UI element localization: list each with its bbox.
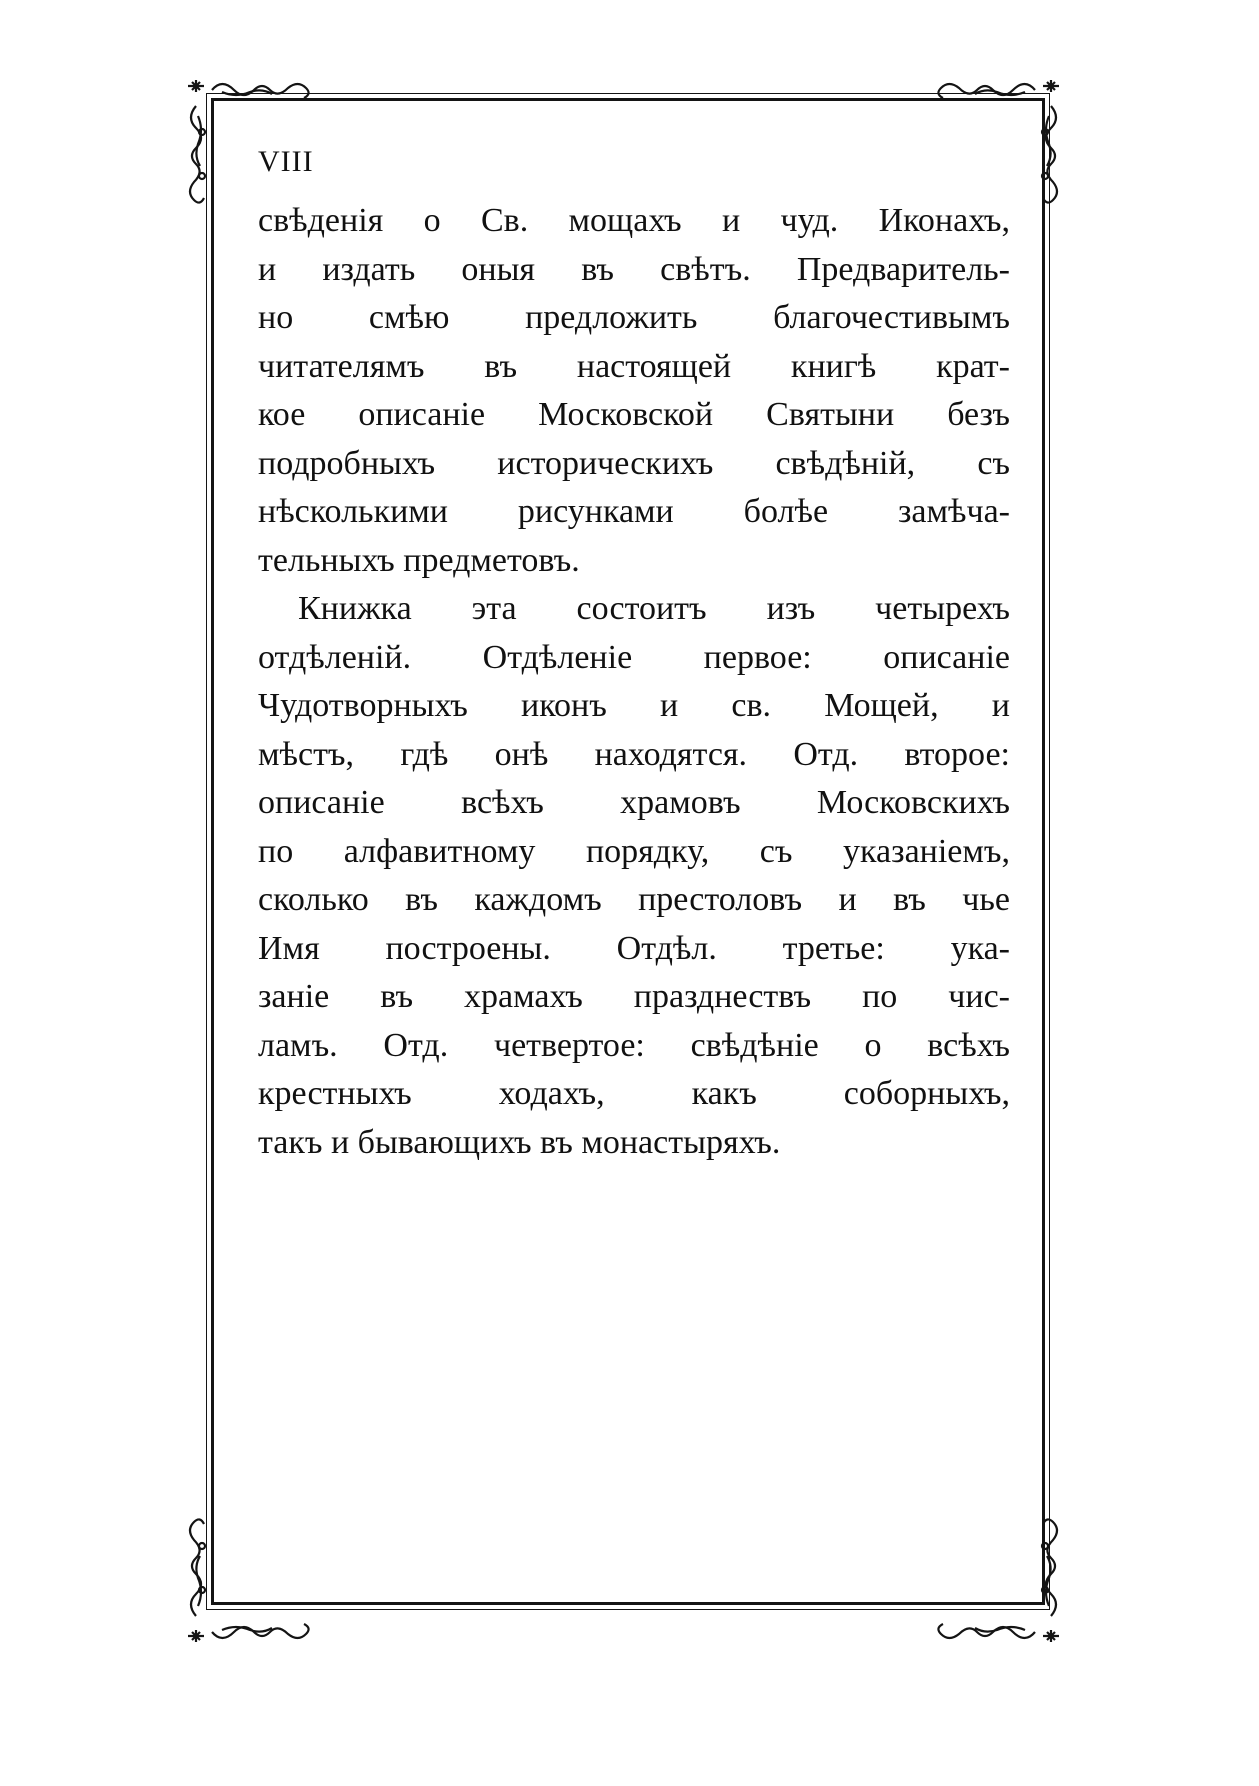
text-line: Чудотворныхъ иконъ и св. Мощей, и	[258, 687, 1010, 724]
page-number: VIII	[258, 145, 314, 178]
text-line: Книжка эта состоитъ изъ четырехъ	[298, 590, 1010, 627]
text-line: тельныхъ предметовъ.	[258, 541, 580, 579]
text-line: сколько въ каждомъ престоловъ и въ чье	[258, 881, 1010, 918]
text-line: читателямъ въ настоящей книгѣ крат-	[258, 347, 1010, 385]
text-line: отдѣленій. Отдѣленіе первое: описаніе	[258, 638, 1010, 676]
text-line: заніе въ храмахъ празднествъ по чис-	[258, 978, 1010, 1015]
text-line: но смѣю предложить благочестивымъ	[258, 299, 1010, 336]
paragraph-1	[258, 197, 1010, 585]
text-line: такъ и бывающихъ въ монастыряхъ.	[258, 1123, 781, 1161]
body-text	[258, 197, 1010, 1167]
paragraph-2	[258, 585, 1010, 1167]
text-line: нѣсколькими рисунками болѣе замѣча-	[258, 493, 1010, 530]
text-line: Имя построены. Отдѣл. третье: ука-	[258, 929, 1010, 967]
text-line: крестныхъ ходахъ, какъ соборныхъ,	[258, 1075, 1010, 1112]
text-line: кое описаніе Московской Святыни безъ	[258, 396, 1010, 433]
text-line: мѣстъ, гдѣ онѣ находятся. Отд. второе:	[258, 735, 1010, 773]
text-line: подробныхъ историческихъ свѣдѣній, съ	[258, 444, 1010, 482]
text-line: описаніе всѣхъ храмовъ Московскихъ	[258, 784, 1010, 821]
text-line: и издать оныя въ свѣтъ. Предваритель-	[258, 250, 1010, 288]
text-line: по алфавитному порядку, съ указаніемъ,	[258, 832, 1010, 870]
text-line: свѣденія о Св. мощахъ и чуд. Иконахъ,	[258, 202, 1010, 239]
text-line: ламъ. Отд. четвертое: свѣдѣніе о всѣхъ	[258, 1026, 1010, 1064]
